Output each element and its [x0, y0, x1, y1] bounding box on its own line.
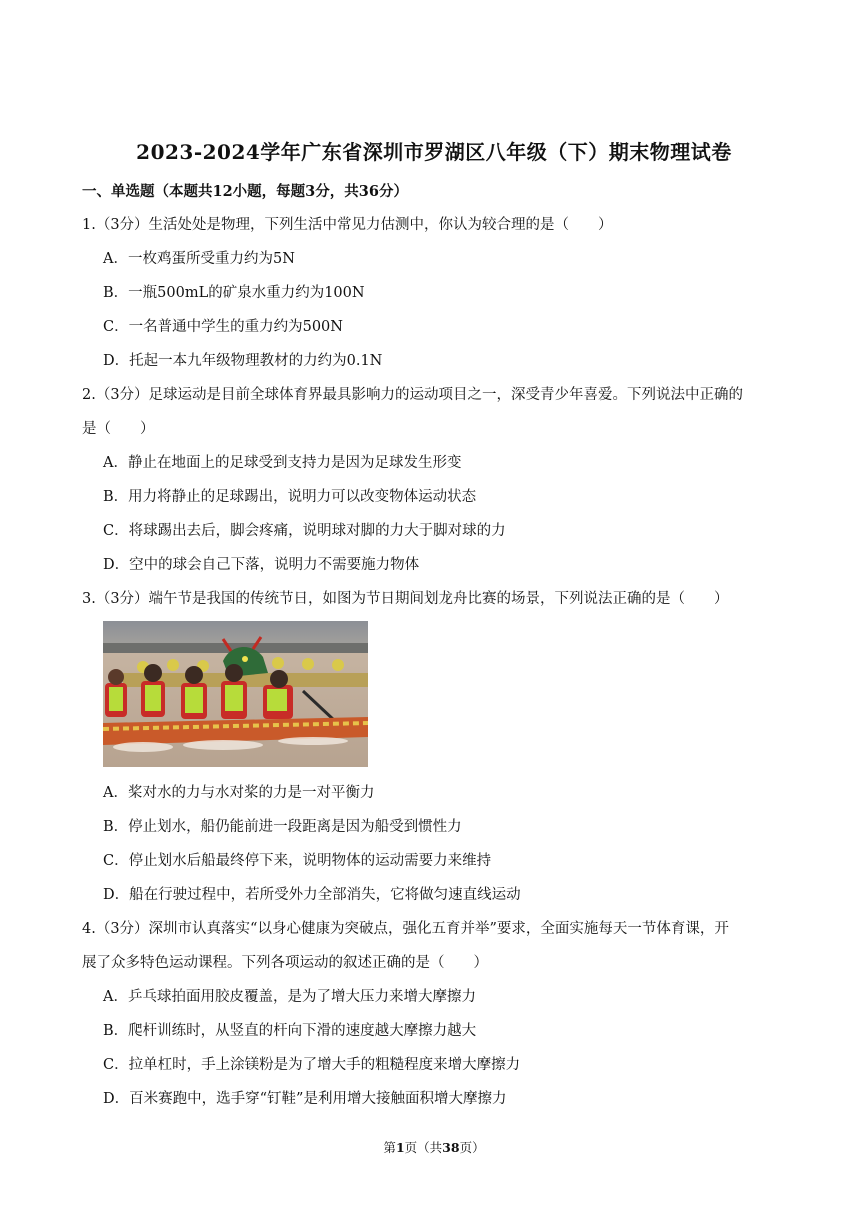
question-3-stem: 3.（3分）端午节是我国的传统节日，如图为节日期间划龙舟比赛的场景，下列说法正确的是（ ）	[82, 591, 729, 607]
question-2-option-d: D．空中的球会自己下落，说明力不需要施力物体	[103, 557, 420, 573]
question-1-option-d: D．托起一本九年级物理教材的力约为0.1N	[103, 353, 383, 369]
footer-page-number: 1	[395, 1140, 405, 1155]
question-4-stem-line-1: 4.（3分）深圳市认真落实“以身心健康为突破点，强化五育并举”要求，全面实施每天一节体育课，开	[82, 921, 729, 937]
question-1-option-b: B．一瓶500mL的矿泉水重力约为100N	[103, 285, 365, 301]
dragon-boat-photo	[103, 621, 368, 767]
page-title: 2023-2024学年广东省深圳市罗湖区八年级（下）期末物理试卷	[136, 140, 732, 164]
question-3-option-a: A．桨对水的力与水对桨的力是一对平衡力	[103, 785, 375, 801]
footer-prefix: 第	[383, 1140, 396, 1155]
question-2-stem-line-2: 是（ ）	[82, 421, 155, 437]
question-1-stem: 1.（3分）生活处处是物理，下列生活中常见力估测中，你认为较合理的是（ ）	[82, 217, 613, 233]
footer-middle: 页（共	[404, 1140, 443, 1155]
question-4-stem-line-2: 展了众多特色运动课程。下列各项运动的叙述正确的是（ ）	[82, 955, 488, 971]
section-heading: 一、单选题（本题共12小题，每题3分，共36分）	[82, 183, 408, 200]
question-4-option-d: D．百米赛跑中，选手穿“钉鞋”是利用增大接触面积增大摩擦力	[103, 1091, 507, 1107]
question-3-option-b: B．停止划水，船仍能前进一段距离是因为船受到惯性力	[103, 819, 462, 835]
question-1-option-a: A．一枚鸡蛋所受重力约为5N	[103, 251, 295, 267]
question-2-option-b: B．用力将静止的足球踢出，说明力可以改变物体运动状态	[103, 489, 477, 505]
question-4-option-b: B．爬杆训练时，从竖直的杆向下滑的速度越大摩擦力越大	[103, 1023, 477, 1039]
question-2-option-a: A．静止在地面上的足球受到支持力是因为足球发生形变	[103, 455, 462, 471]
question-3-option-c: C．停止划水后船最终停下来，说明物体的运动需要力来维持	[103, 853, 492, 869]
question-1-option-c: C．一名普通中学生的重力约为500N	[103, 319, 343, 335]
question-4-option-c: C．拉单杠时，手上涂镁粉是为了增大手的粗糙程度来增大摩擦力	[103, 1057, 521, 1073]
question-4-option-a: A．乒乓球拍面用胶皮覆盖，是为了增大压力来增大摩擦力	[103, 989, 476, 1005]
footer-total-pages: 38	[442, 1140, 460, 1155]
question-2-stem-line-1: 2.（3分）足球运动是目前全球体育界最具影响力的运动项目之一，深受青少年喜爱。下列说法中正确的	[82, 387, 744, 403]
question-2-option-c: C．将球踢出去后，脚会疼痛，说明球对脚的力大于脚对球的力	[103, 523, 506, 539]
footer-suffix: 页）	[459, 1140, 485, 1155]
question-3-option-d: D．船在行驶过程中，若所受外力全部消失，它将做匀速直线运动	[103, 887, 521, 903]
page-footer	[0, 1138, 868, 1156]
